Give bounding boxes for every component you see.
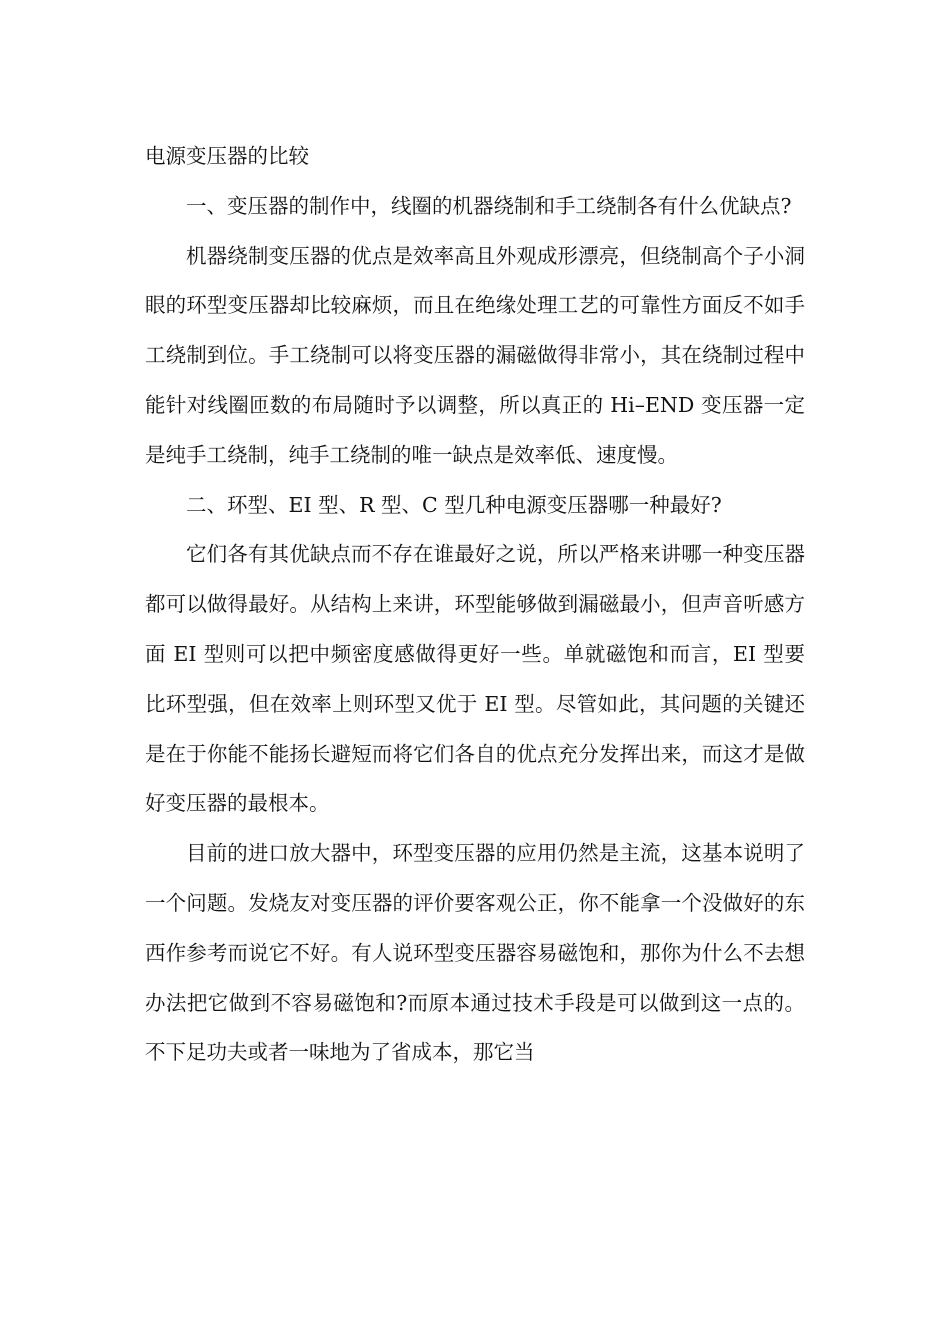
paragraph-answer-1: 机器绕制变压器的优点是效率高且外观成形漂亮，但绕制高个子小洞眼的环型变压器却比较麻烦，而且在绝缘处理工艺的可靠性方面反不如手工绕制到位。手工绕制可以将变压器的漏磁做得非常小，其在绕制过程中能针对线圈匝数的布局随时予以调整，所以真正的 Hi–END 变压器一定是纯手工绕制，纯手工绕制的唯一缺点是效率低、速度慢。 [145, 243, 805, 467]
document-title: 电源变压器的比较 [145, 144, 309, 168]
paragraph-question-2: 二、环型、EI 型、R 型、C 型几种电源变压器哪一种最好? [186, 492, 722, 517]
paragraph-answer-2: 它们各有其优缺点而不存在谁最好之说，所以严格来讲哪一种变压器都可以做得最好。从结构上来讲，环型能够做到漏磁最小，但声音听感方面 EI 型则可以把中频密度感做得更好一些。单就磁饱和而言，EI 型要比环型强，但在效率上则环型又优于 EI 型。尽管如此，其问题的关键还是在于你能不能扬长避短而将它们各自的优点充分发挥出来，而这才是做好变压器的最根本。 [145, 542, 805, 816]
paragraph-question-1: 一、变压器的制作中，线圈的机器绕制和手工绕制各有什么优缺点? [186, 193, 792, 218]
document-page [145, 132, 805, 1078]
paragraph-answer-3: 目前的进口放大器中，环型变压器的应用仍然是主流，这基本说明了一个问题。发烧友对变压器的评价要客观公正，你不能拿一个没做好的东西作参考而说它不好。有人说环型变压器容易磁饱和，那你为什么不去想办法把它做到不容易磁饱和?而原本通过技术手段是可以做到这一点的。不下足功夫或者一味地为了省成本，那它当 [145, 841, 805, 1065]
